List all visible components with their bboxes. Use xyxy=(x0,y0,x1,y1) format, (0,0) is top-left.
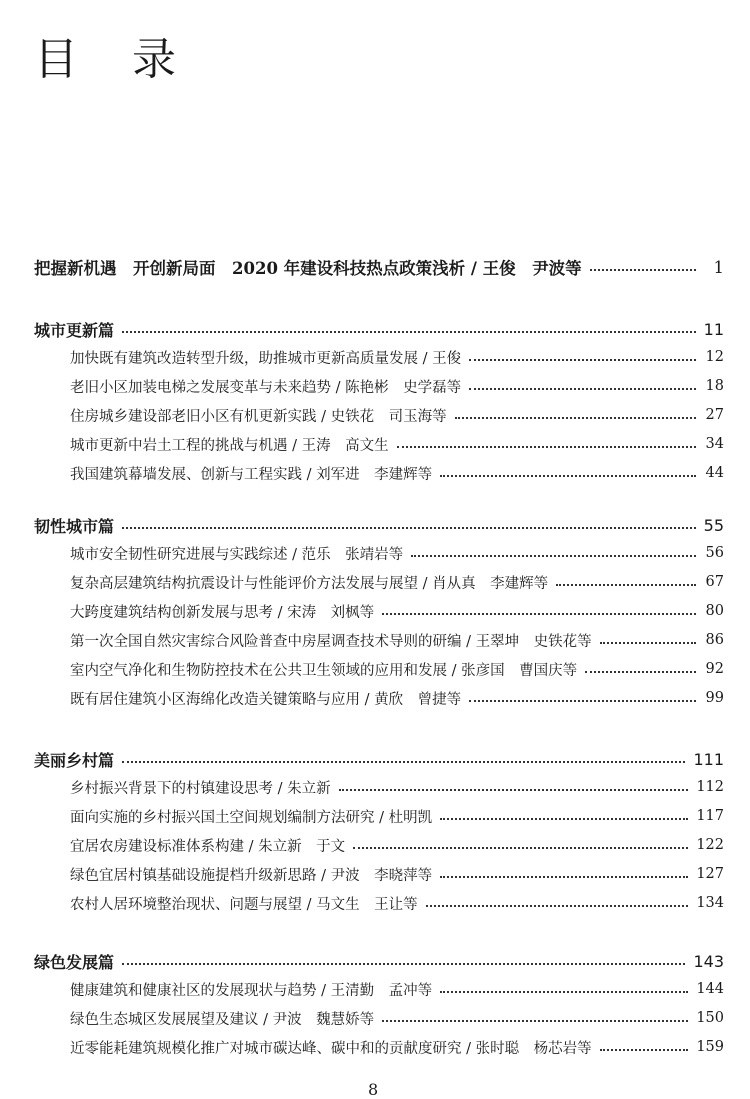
toc-entry[interactable] xyxy=(70,860,724,888)
page-title: 目 录 xyxy=(34,34,196,85)
toc-entry-title: 健康建筑和健康社区的发展现状与趋势 / 王清勤 孟冲等 xyxy=(70,982,433,999)
toc-entry-title: 面向实施的乡村振兴国土空间规划编制方法研究 / 杜明凯 xyxy=(70,809,433,826)
dot-leader xyxy=(382,613,696,615)
toc-entry[interactable] xyxy=(70,1004,724,1032)
toc-entry-page: 1 xyxy=(713,257,724,277)
toc-entry-title: 绿色宜居村镇基础设施提档升级新思路 / 尹波 李晓萍等 xyxy=(70,867,433,884)
toc-entry-page: 159 xyxy=(696,1039,724,1055)
toc-lead-entry[interactable] xyxy=(34,252,724,282)
toc-entry-page: 86 xyxy=(705,632,724,648)
toc-entry-page: 56 xyxy=(705,545,724,561)
toc-entry-title: 把握新机遇 开创新局面 2020 年建设科技热点政策浅析 / 王俊 尹波等 xyxy=(34,259,582,278)
section-heading[interactable] xyxy=(34,946,724,976)
toc-entry[interactable] xyxy=(70,655,724,683)
toc-entry-title: 宜居农房建设标准体系构建 / 朱立新 于文 xyxy=(70,838,346,855)
section-page: 143 xyxy=(693,951,724,971)
toc-entry-page: 12 xyxy=(705,349,724,365)
dot-leader xyxy=(353,847,688,849)
toc-entry[interactable] xyxy=(70,773,724,801)
toc-entry[interactable] xyxy=(70,889,724,917)
dot-leader xyxy=(440,818,688,820)
toc-entry-page: 112 xyxy=(696,779,724,795)
toc-entry[interactable] xyxy=(70,802,724,830)
dot-leader xyxy=(122,331,696,333)
toc-entry-title: 农村人居环境整治现状、问题与展望 / 马文生 王让等 xyxy=(70,896,418,913)
toc-entry-title: 城市安全韧性研究进展与实践综述 / 范乐 张靖岩等 xyxy=(70,546,404,563)
toc-entry-page: 134 xyxy=(696,895,724,911)
dot-leader xyxy=(600,642,696,644)
toc-entry-page: 127 xyxy=(696,866,724,882)
toc-entry-page: 18 xyxy=(705,378,724,394)
section-title: 韧性城市篇 xyxy=(34,516,115,536)
toc-entry-page: 99 xyxy=(705,690,724,706)
toc-entry-title: 第一次全国自然灾害综合风险普查中房屋调查技术导则的研编 / 王翠坤 史铁花等 xyxy=(70,633,592,650)
dot-leader xyxy=(339,789,689,791)
toc-entry-title: 城市更新中岩土工程的挑战与机遇 / 王涛 高文生 xyxy=(70,437,389,454)
dot-leader xyxy=(411,555,696,557)
toc-entry[interactable] xyxy=(70,539,724,567)
dot-leader xyxy=(469,388,696,390)
section-page: 11 xyxy=(703,319,724,339)
dot-leader xyxy=(469,359,696,361)
section-title: 美丽乡村篇 xyxy=(34,750,115,770)
toc-entry-page: 34 xyxy=(705,436,724,452)
toc-entry[interactable] xyxy=(70,626,724,654)
dot-leader xyxy=(440,991,688,993)
toc-entry[interactable] xyxy=(70,343,724,371)
toc-entry[interactable] xyxy=(70,568,724,596)
dot-leader xyxy=(122,761,685,763)
toc-entry[interactable] xyxy=(70,684,724,712)
section-title: 城市更新篇 xyxy=(34,320,115,340)
dot-leader xyxy=(556,584,696,586)
toc-entry-title: 大跨度建筑结构创新发展与思考 / 宋涛 刘枫等 xyxy=(70,604,375,621)
toc-entry[interactable] xyxy=(70,1033,724,1061)
toc-entry[interactable] xyxy=(70,459,724,487)
toc-entry[interactable] xyxy=(70,372,724,400)
toc-entry-title: 室内空气净化和生物防控技术在公共卫生领域的应用和发展 / 张彦国 曹国庆等 xyxy=(70,662,578,679)
section-heading[interactable] xyxy=(34,510,724,540)
dot-leader xyxy=(440,475,696,477)
dot-leader xyxy=(469,700,696,702)
toc-entry-title: 近零能耗建筑规模化推广对城市碳达峰、碳中和的贡献度研究 / 张时聪 杨芯岩等 xyxy=(70,1040,592,1057)
toc-entry[interactable] xyxy=(70,831,724,859)
toc-entry[interactable] xyxy=(70,597,724,625)
section-title: 绿色发展篇 xyxy=(34,952,115,972)
dot-leader xyxy=(585,671,696,673)
toc-entry-page: 80 xyxy=(705,603,724,619)
toc-entry-page: 144 xyxy=(696,981,724,997)
toc-entry[interactable] xyxy=(70,430,724,458)
toc-entry-title: 住房城乡建设部老旧小区有机更新实践 / 史铁花 司玉海等 xyxy=(70,408,447,425)
toc-entry-title: 乡村振兴背景下的村镇建设思考 / 朱立新 xyxy=(70,780,331,797)
toc-entry-title: 绿色生态城区发展展望及建议 / 尹波 魏慧娇等 xyxy=(70,1011,375,1028)
section-heading[interactable] xyxy=(34,744,724,774)
dot-leader xyxy=(455,417,696,419)
dot-leader xyxy=(122,963,685,965)
dot-leader xyxy=(600,1049,689,1051)
toc-entry-title: 我国建筑幕墙发展、创新与工程实践 / 刘军进 李建辉等 xyxy=(70,466,433,483)
dot-leader xyxy=(590,269,696,271)
page-footer-mark: 8 xyxy=(368,1080,379,1099)
section-page: 55 xyxy=(703,515,724,535)
dot-leader xyxy=(397,446,696,448)
dot-leader xyxy=(382,1020,688,1022)
toc-entry-page: 67 xyxy=(705,574,724,590)
toc-entry[interactable] xyxy=(70,975,724,1003)
toc-entry[interactable] xyxy=(70,401,724,429)
toc-entry-title: 复杂高层建筑结构抗震设计与性能评价方法发展与展望 / 肖从真 李建辉等 xyxy=(70,575,549,592)
toc-entry-page: 117 xyxy=(696,808,724,824)
toc-entry-page: 150 xyxy=(696,1010,724,1026)
toc-entry-page: 27 xyxy=(705,407,724,423)
section-heading[interactable] xyxy=(34,314,724,344)
dot-leader xyxy=(122,527,696,529)
toc-entry-title: 老旧小区加装电梯之发展变革与未来趋势 / 陈艳彬 史学磊等 xyxy=(70,379,462,396)
toc-entry-title: 既有居住建筑小区海绵化改造关键策略与应用 / 黄欣 曾捷等 xyxy=(70,691,462,708)
section-page: 111 xyxy=(693,749,724,769)
toc-entry-page: 122 xyxy=(696,837,724,853)
toc-entry-page: 92 xyxy=(705,661,724,677)
dot-leader xyxy=(440,876,688,878)
dot-leader xyxy=(426,905,689,907)
toc-entry-page: 44 xyxy=(705,465,724,481)
toc-entry-title: 加快既有建筑改造转型升级，助推城市更新高质量发展 / 王俊 xyxy=(70,350,462,367)
